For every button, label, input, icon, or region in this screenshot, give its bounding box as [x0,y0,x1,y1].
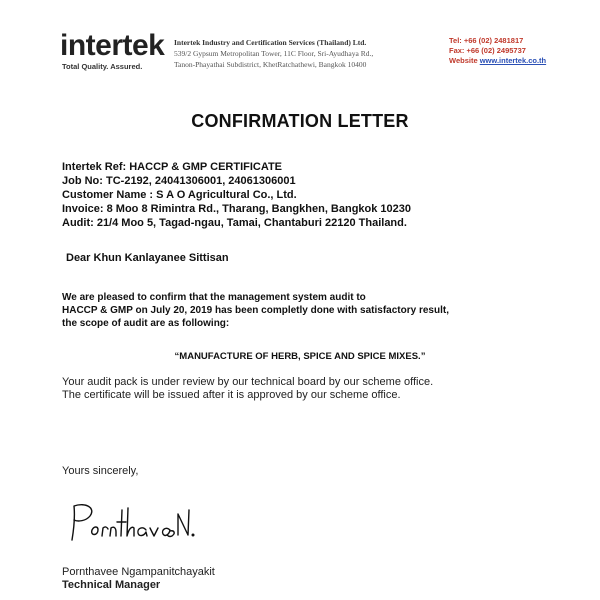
tel-number: Tel: +66 (02) 2481817 [449,36,524,45]
salutation: Dear Khun Kanlayanee Sittisan [66,252,229,264]
signer-block [62,566,215,592]
confirmation-paragraph [62,291,449,330]
para-line-2: HACCP & GMP on July 20, 2019 has been completly done with satisfactory result, [62,305,449,316]
audit-scope: “MANUFACTURE OF HERB, SPICE AND SPICE MIXES.” [174,351,426,362]
intertek-ref: Intertek Ref: HACCP & GMP CERTIFICATE [62,161,283,173]
address-line-2: Tanon-Phayathai Subdistrict, KhetRatchathewi, Bangkok 10400 [174,60,367,69]
website-link[interactable]: www.intertek.co.th [479,56,547,65]
company-address-block [174,37,373,70]
contact-block [449,36,546,66]
address-line-1: 539/2 Gypsum Metropolitan Tower, 11C Floor, Sri-Ayudhaya Rd., [174,49,374,58]
intertek-logo: intertek [60,29,165,62]
fax-number: Fax: +66 (02) 2495737 [449,46,526,55]
review-paragraph [62,376,433,402]
signer-title: Technical Manager [62,579,161,591]
closing: Yours sincerely, [62,465,139,477]
signature [66,500,196,550]
signer-name: Pornthavee Ngampanitchayakit [62,566,215,578]
website-line [449,56,546,66]
review-line-1: Your audit pack is under review by our technical board by our scheme office. [62,376,434,388]
customer-name: Customer Name : S A O Agricultural Co., Ltd. [62,189,297,201]
reference-block [62,160,411,230]
review-line-2: The certificate will be issued after it is approved by our scheme office. [62,389,401,401]
invoice-address: Invoice: 8 Moo 8 Rimintra Rd., Tharang, Bangkhen, Bangkok 10230 [62,203,412,215]
logo-tagline: Total Quality. Assured. [62,62,143,71]
para-line-3: the scope of audit are as following: [62,318,230,329]
para-line-1: We are pleased to confirm that the management system audit to [62,292,366,303]
website-label: Website [449,56,478,65]
letter-title: CONFIRMATION LETTER [191,111,409,131]
job-number: Job No: TC-2192, 24041306001, 24061306001 [62,175,296,187]
company-name: Intertek Industry and Certification Services (Thailand) Ltd. [174,38,367,47]
audit-address: Audit: 21/4 Moo 5, Tagad-ngau, Tamai, Chantaburi 22120 Thailand. [62,217,407,229]
